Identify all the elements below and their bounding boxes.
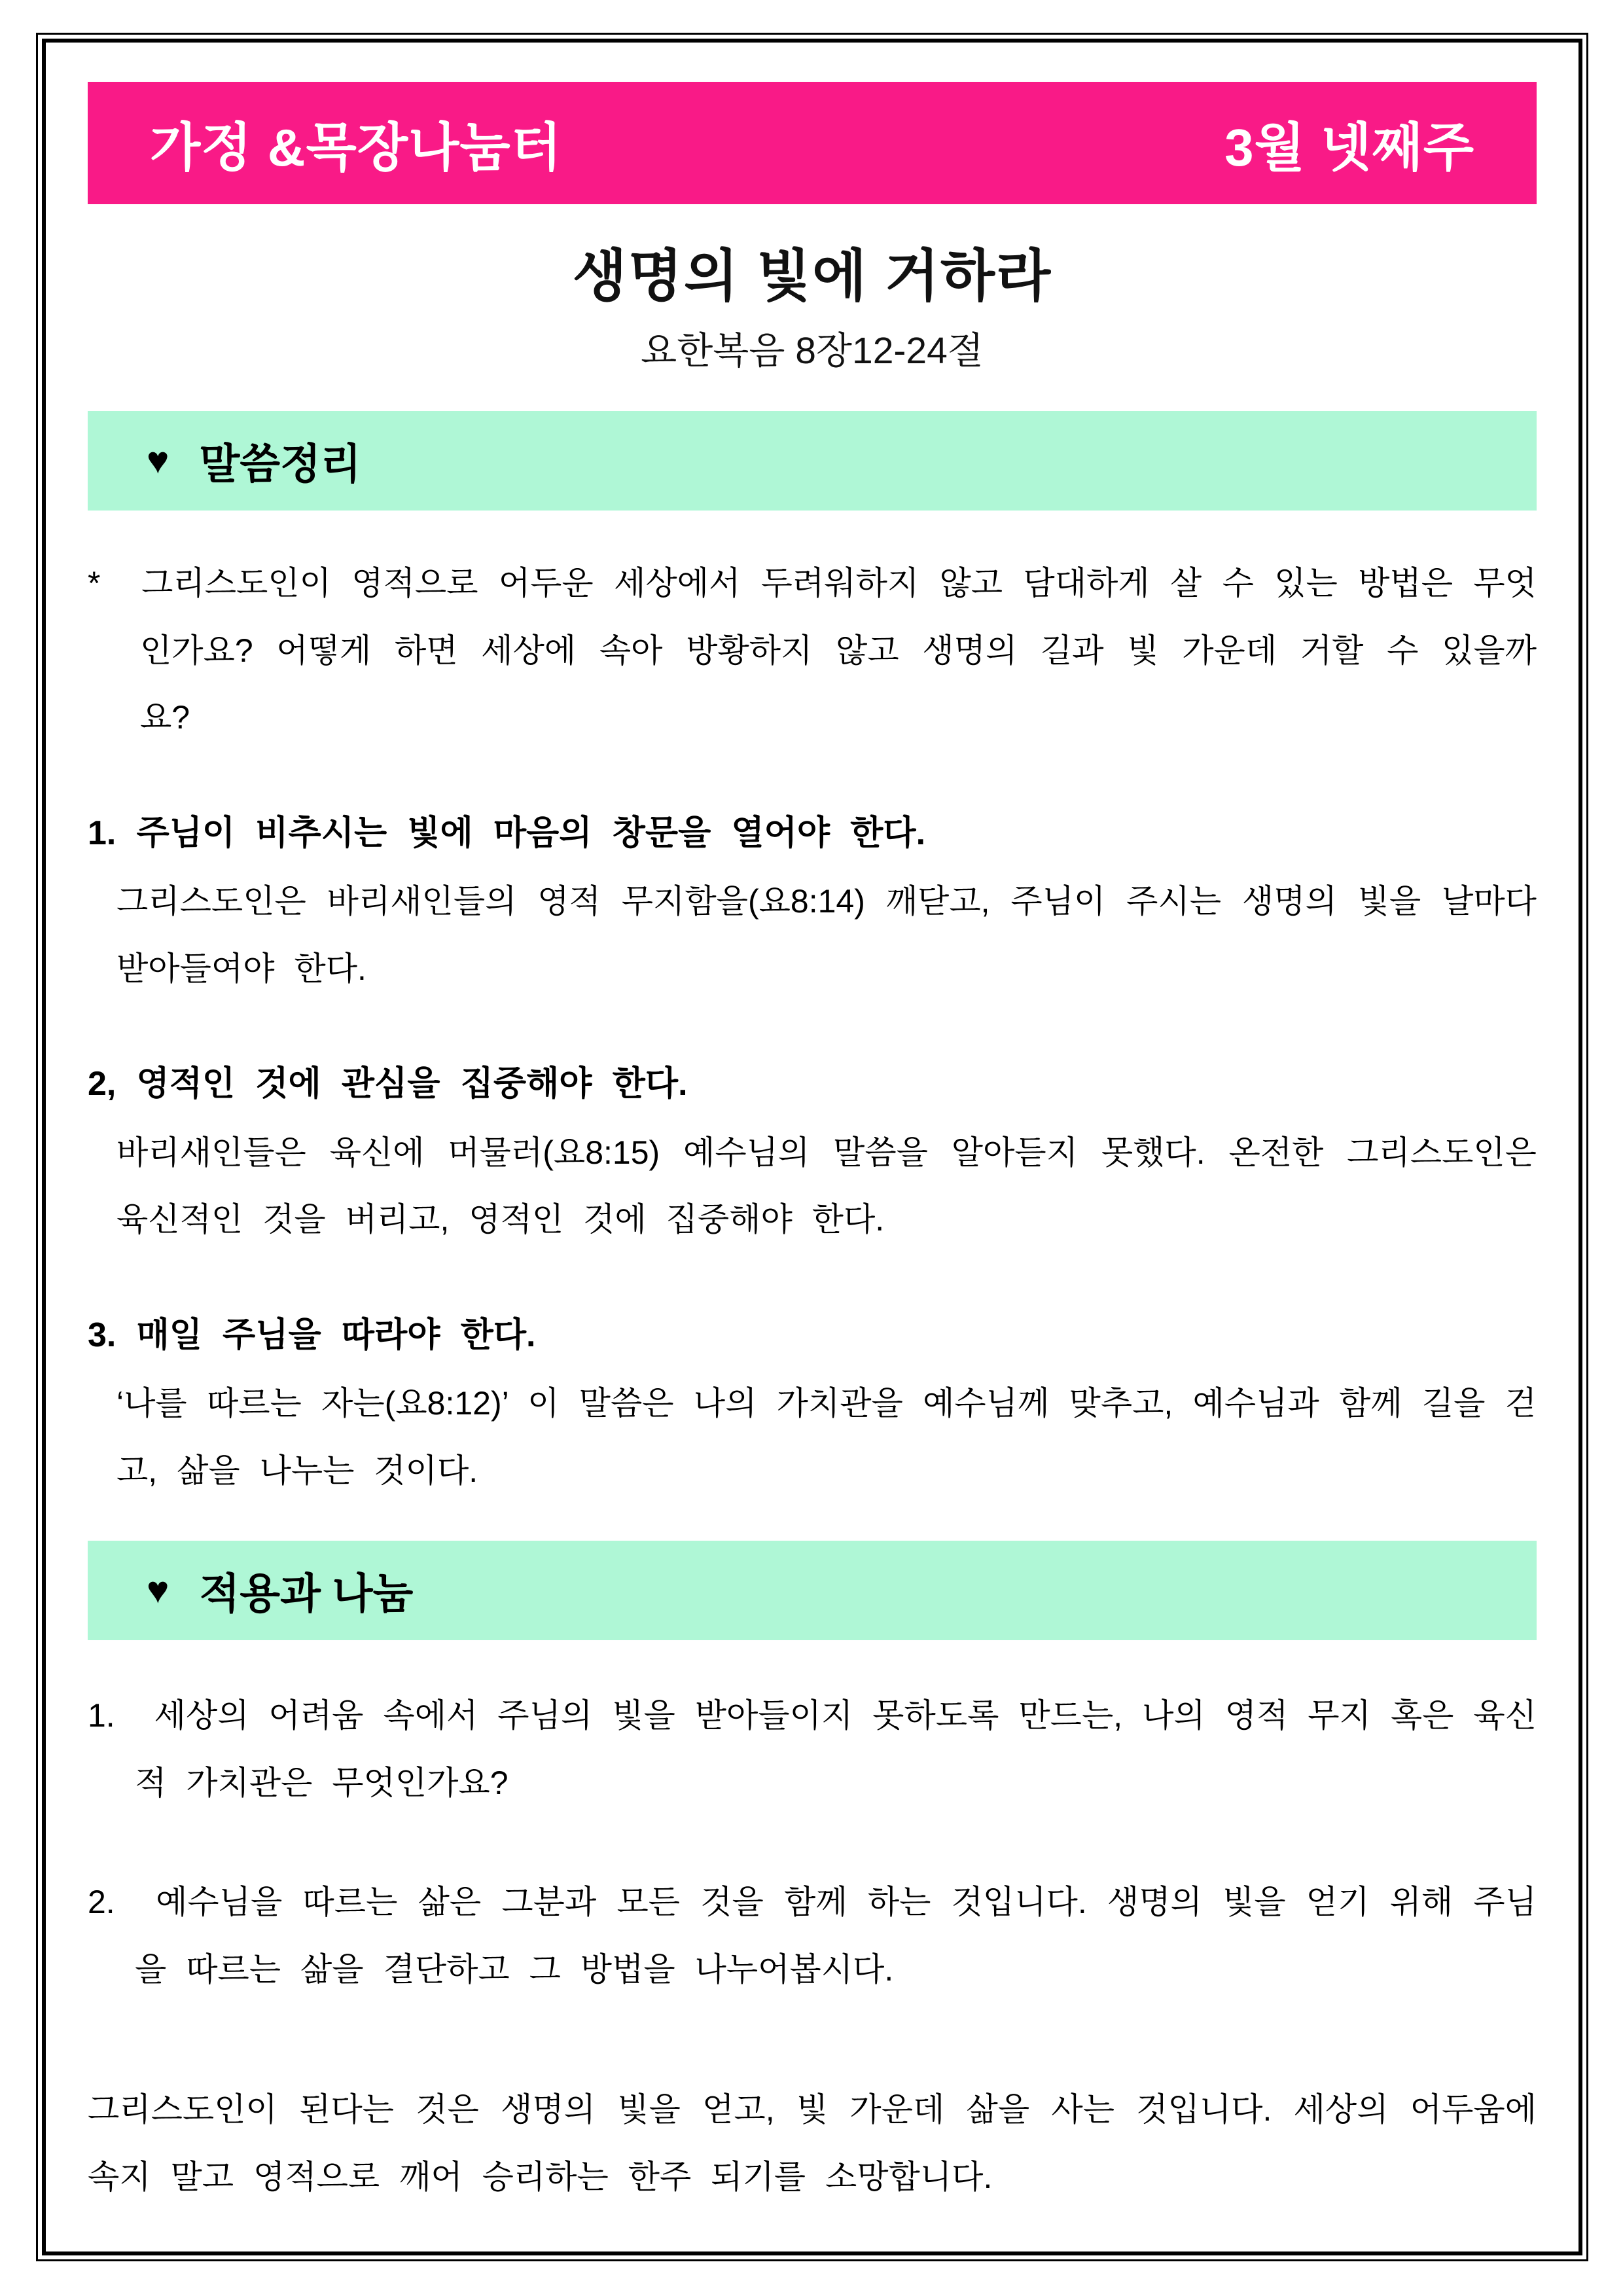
point-heading-text: 영적인 것에 관심을 집중해야 한다. bbox=[136, 1065, 688, 1103]
word-summary-label: 말씀정리 bbox=[199, 440, 361, 488]
point-marker: 3. bbox=[88, 1316, 116, 1354]
header-banner bbox=[88, 82, 1537, 204]
page-frame-outer bbox=[36, 33, 1588, 2261]
point-heading-text: 주님이 비추시는 빛에 마음의 창문을 열어야 한다. bbox=[136, 814, 926, 852]
point-marker: 1. bbox=[88, 814, 116, 852]
sermon-title: 생명의 빛에 거하라 bbox=[572, 245, 1052, 308]
word-point-3 bbox=[88, 1300, 1537, 1505]
point-heading bbox=[88, 1049, 1537, 1119]
application-item-1 bbox=[88, 1682, 1537, 1816]
week-label: 3월 넷째주 bbox=[1224, 118, 1474, 177]
page-frame-inner bbox=[42, 39, 1582, 2255]
application-banner bbox=[88, 1541, 1537, 1640]
point-body: ‘나를 따르는 자는(요8:12)’ 이 말씀은 나의 가치관을 예수님께 맞추고, 예수님과 함께 길을 걷고, 삶을 나누는 것이다. bbox=[116, 1385, 1537, 1489]
heart-icon: ♥ bbox=[147, 439, 169, 482]
point-body: 그리스도인은 바리새인들의 영적 무지함을(요8:14) 깨닫고, 주님이 주시는 생명의 빛을 날마다 받아들여야 한다. bbox=[116, 883, 1537, 987]
intro-text: 그리스도인이 영적으로 어두운 세상에서 두려워하지 않고 담대하게 살 수 있는 방법은 무엇인가요? 어떻게 하면 세상에 속아 방황하지 않고 생명의 길과 빛 가운데 거할 수 있을까요? bbox=[140, 565, 1537, 736]
word-point-1 bbox=[88, 798, 1537, 1003]
point-heading-text: 매일 주님을 따라야 한다. bbox=[136, 1316, 536, 1354]
scripture-reference: 요한복음 8장12-24절 bbox=[641, 330, 984, 372]
application-text: 예수님을 따르는 삶은 그분과 모든 것을 함께 하는 것입니다. 생명의 빛을 얻기 위해 주님을 따르는 삶을 결단하고 그 방법을 나누어봅시다. bbox=[135, 1884, 1537, 1988]
intro-paragraph bbox=[88, 550, 1537, 751]
heart-icon: ♥ bbox=[147, 1569, 169, 1612]
application-item-2 bbox=[88, 1869, 1537, 2003]
application-text: 세상의 어려움 속에서 주님의 빛을 받아들이지 못하도록 만드는, 나의 영적 무지 혹은 육신적 가치관은 무엇인가요? bbox=[135, 1697, 1537, 1801]
application-label: 적용과 나눔 bbox=[199, 1570, 414, 1618]
point-heading bbox=[88, 1300, 1537, 1371]
intro-marker: * bbox=[88, 565, 101, 601]
point-heading bbox=[88, 798, 1537, 869]
application-marker: 2. bbox=[88, 1884, 115, 1921]
closing-paragraph: 그리스도인이 된다는 것은 생명의 빛을 얻고, 빛 가운데 삶을 사는 것입니다. 세상의 어두움에 속지 말고 영적으로 깨어 승리하는 한주 되기를 소망합니다. bbox=[88, 2091, 1537, 2195]
point-marker: 2, bbox=[88, 1065, 116, 1103]
application-marker: 1. bbox=[88, 1697, 115, 1734]
word-summary-banner bbox=[88, 411, 1537, 511]
word-point-2 bbox=[88, 1049, 1537, 1253]
point-body: 바리새인들은 육신에 머물러(요8:15) 예수님의 말씀을 알아듣지 못했다. 온전한 그리스도인은 육신적인 것을 버리고, 영적인 것에 집중해야 한다. bbox=[116, 1134, 1537, 1238]
sheet-title: 가정 &목장나눔터 bbox=[150, 118, 562, 177]
